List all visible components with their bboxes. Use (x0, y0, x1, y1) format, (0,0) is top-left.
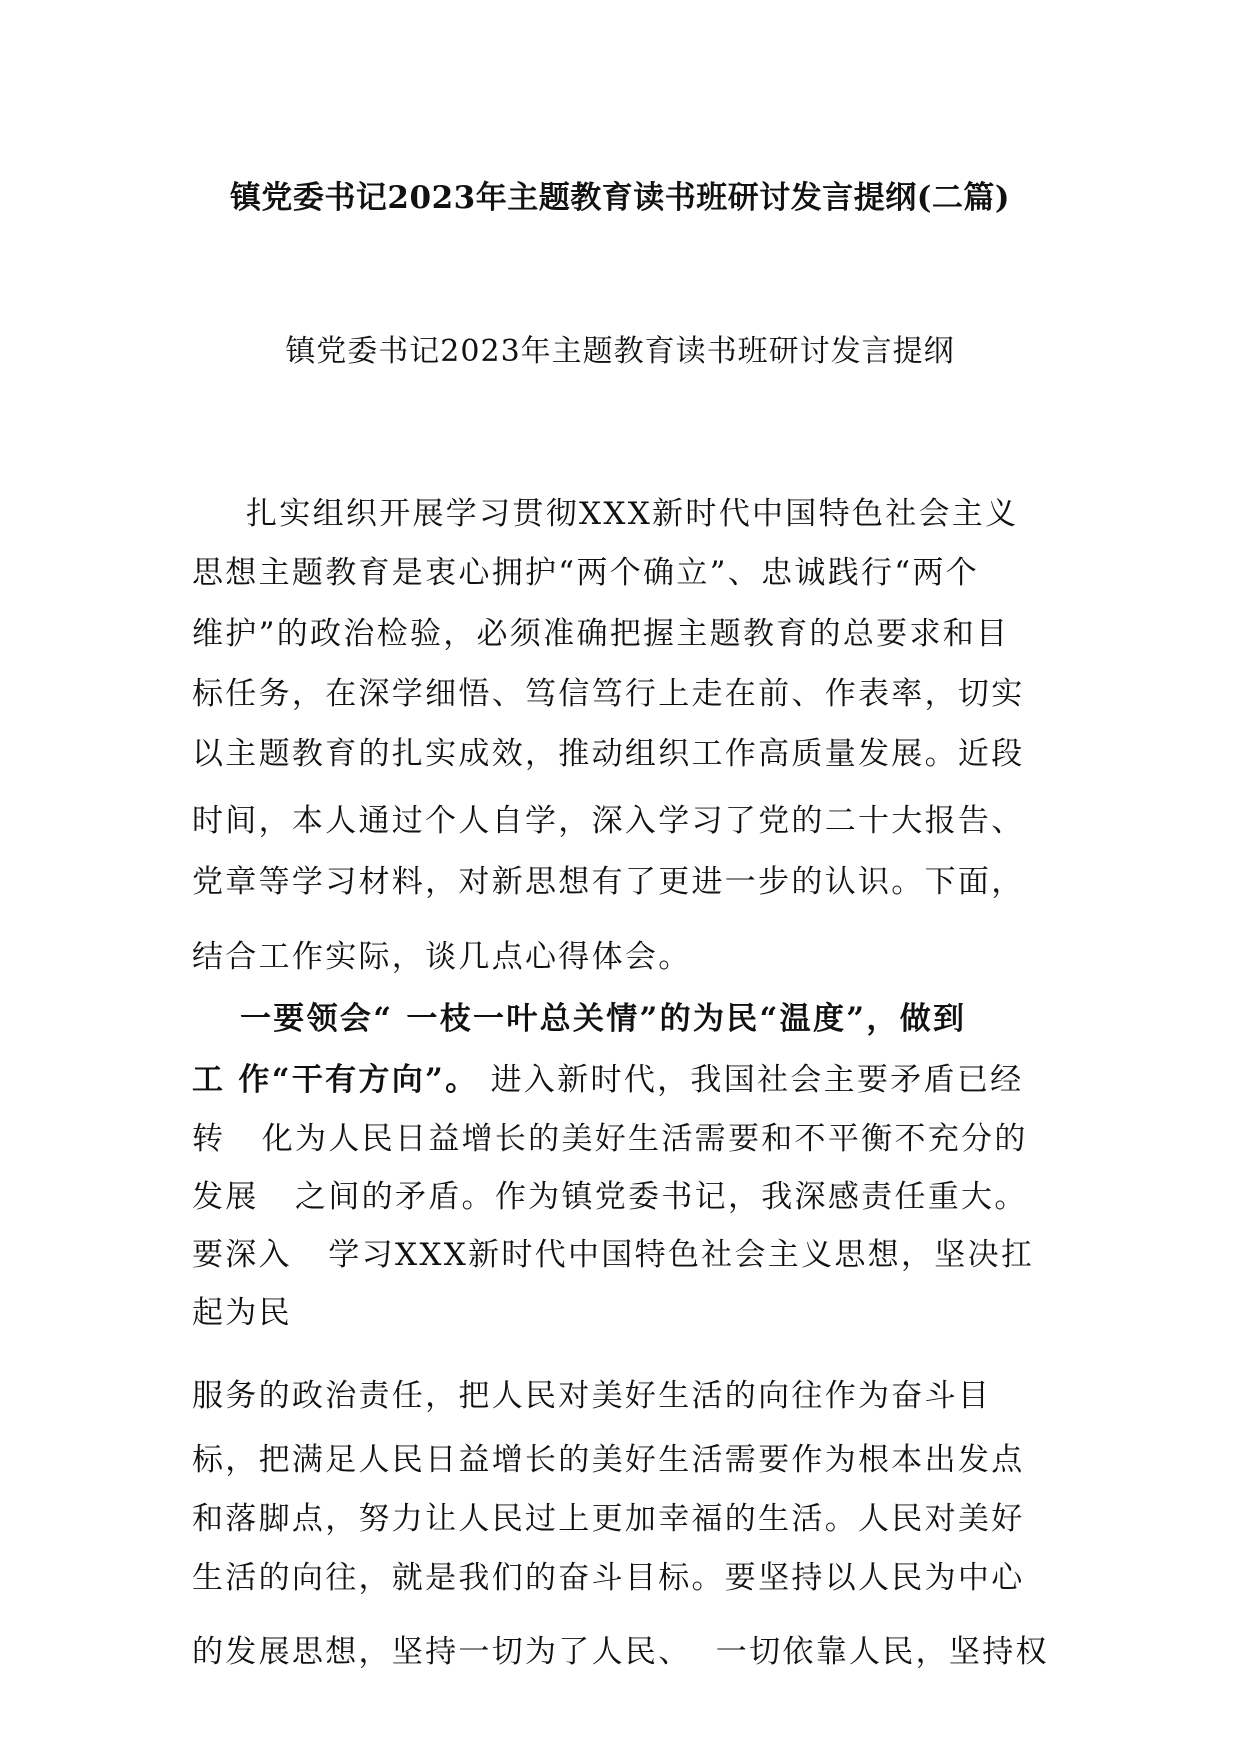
paragraph-line: 的发展思想，坚持一切为了人民、 一切依靠人民，坚持权 (192, 1634, 1049, 1670)
paragraph-line: 党章等学习材料，对新思想有了更进一步的认识。下面， (192, 864, 1025, 900)
paragraph-line: 转 化为人民日益增长的美好生活需要和不平衡不充分的 (192, 1121, 1028, 1157)
paragraph-line: 标，把满足人民日益增长的美好生活需要作为根本出发点 (192, 1442, 1025, 1478)
paragraph-line: 生活的向往，就是我们的奋斗目标。要坚持以人民为中心 (192, 1560, 1025, 1596)
section-heading-continued: 工 作“干有方向”。 (192, 1062, 479, 1098)
paragraph-line: 发展 之间的矛盾。作为镇党委书记，我深感责任重大。 (192, 1179, 1028, 1215)
paragraph-line: 结合工作实际，谈几点心得体会。 (192, 939, 692, 975)
paragraph-line: 以主题教育的扎实成效，推动组织工作高质量发展。近段 (192, 736, 1025, 772)
paragraph-line: 服务的政治责任，把人民对美好生活的向往作为奋斗目 (192, 1378, 992, 1414)
paragraph-line: 起为民 (192, 1295, 292, 1331)
section-heading: 一要领会“ 一枝一叶总关情”的为民“温度”，做到 (240, 1001, 967, 1037)
paragraph-line: 标任务，在深学细悟、笃信笃行上走在前、作表率，切实 (192, 676, 1025, 712)
paragraph-line: 要深入 学习XXX新时代中国特色社会主义思想，坚决扛 (192, 1237, 1035, 1273)
paragraph-line: 维护”的政治检验，必须准确把握主题教育的总要求和目 (192, 616, 1010, 652)
document-title: 镇党委书记2023年主题教育读书班研讨发言提纲(二篇) (229, 180, 1011, 216)
paragraph-line: 和落脚点，努力让人民过上更加幸福的生活。人民对美好 (192, 1501, 1025, 1537)
paragraph-line: 时间，本人通过个人自学，深入学习了党的二十大报告、 (192, 803, 1025, 839)
document-subtitle: 镇党委书记2023年主题教育读书班研讨发言提纲 (285, 334, 955, 369)
section-body-start: 进入新时代，我国社会主要矛盾已经 (478, 1062, 1024, 1098)
paragraph-line: 扎实组织开展学习贯彻XXX新时代中国特色社会主义 (246, 496, 1019, 532)
paragraph-line: 思想主题教育是衷心拥护“两个确立”、忠诚践行“两个 (192, 555, 980, 591)
section-heading-line2 (192, 1054, 1023, 1099)
